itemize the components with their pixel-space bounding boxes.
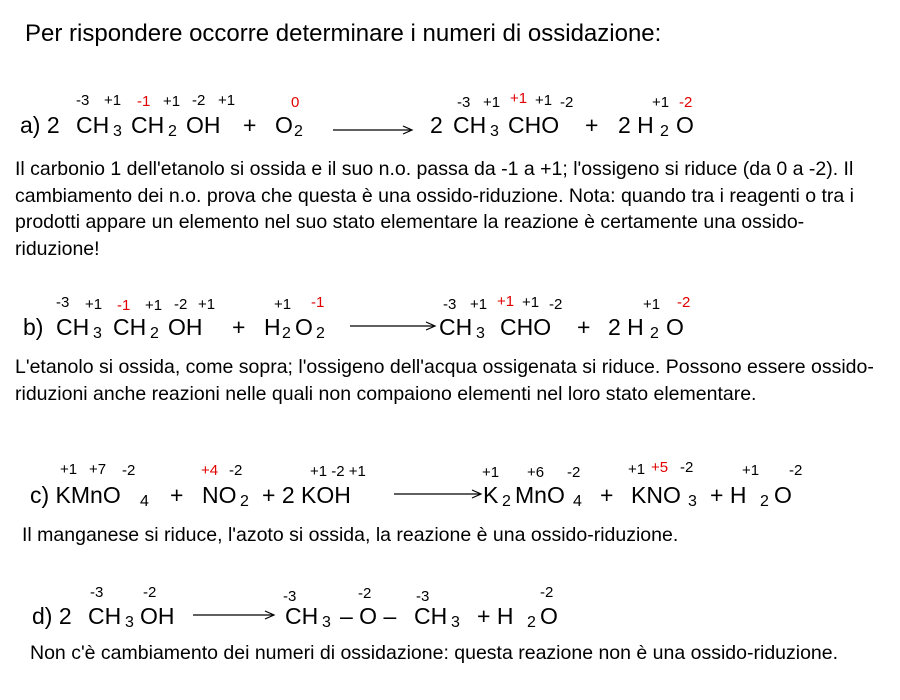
reaction-arrow [394, 489, 482, 499]
ox-number: -2 [192, 92, 206, 109]
ox-number: +1 [218, 92, 236, 109]
ox-number: -3 [76, 92, 90, 109]
ox-number: -2 [560, 94, 574, 111]
reaction-arrow [193, 610, 275, 620]
ox-number: +7 [89, 461, 107, 478]
reaction-arrow [350, 321, 436, 331]
formula: KNO [631, 482, 681, 508]
ox-number: -2 [789, 462, 803, 479]
ox-number: -3 [283, 588, 297, 605]
ox-number: -2 [680, 459, 694, 476]
subscript: 2 [760, 493, 769, 510]
formula: CH [76, 112, 110, 138]
formula: CH [414, 603, 448, 629]
subscript: 2 [282, 325, 291, 342]
subscript: 3 [113, 123, 122, 140]
explanation-d: Non c'è cambiamento dei numeri di ossidazione: questa reazione non è una ossido-riduzione. [30, 642, 839, 664]
subscript: 3 [322, 614, 331, 631]
formula: OH [140, 603, 175, 629]
subscript: 3 [93, 325, 102, 342]
ox-number: +1 [643, 296, 661, 313]
subscript: 2 [660, 123, 669, 140]
ox-number-red: -2 [677, 294, 691, 311]
formula: CH [88, 603, 122, 629]
plus-sign: + [600, 482, 614, 508]
formula: + H [710, 482, 747, 508]
plus-sign: + [577, 314, 591, 340]
ox-number-red: -1 [137, 93, 151, 110]
ox-number: +1 [274, 296, 292, 313]
formula: O [295, 314, 313, 340]
formula: O [275, 112, 293, 138]
ox-number-red: +5 [651, 459, 669, 476]
subscript: 2 [294, 123, 303, 140]
subscript: 2 [527, 614, 536, 631]
subscript: 4 [573, 493, 582, 510]
reaction-arrow [333, 125, 413, 135]
formula: CH [56, 314, 90, 340]
ox-number: +1 [104, 92, 122, 109]
ox-number-red: -1 [311, 294, 325, 311]
plus-sign: + [243, 112, 257, 138]
ox-number-red: +1 [497, 293, 515, 310]
ox-number-red: +4 [201, 462, 219, 479]
ox-number: -2 [549, 296, 563, 313]
formula: O [774, 482, 792, 508]
ox-number: +6 [527, 464, 545, 481]
ox-number: -2 [540, 584, 554, 601]
formula: 2 H [618, 112, 654, 138]
reaction-label: a) 2 [20, 112, 60, 138]
coefficient: 2 [430, 112, 443, 138]
ox-number: +1 [482, 464, 500, 481]
ox-number: +1 [60, 461, 78, 478]
reaction-label: d) 2 [32, 603, 72, 629]
ox-number: -2 [122, 462, 136, 479]
ox-number: -2 [358, 585, 372, 602]
formula: + 2 KOH [262, 482, 351, 508]
plus-sign: + [585, 112, 599, 138]
ox-number: +1 [628, 461, 646, 478]
ox-number: -3 [457, 94, 471, 111]
explanation-a: Il carbonio 1 dell'etanolo si ossida e il suo n.o. passa da -1 a +1; l'ossigeno si riduce (da 0 a -2). Il cambiamento dei n.o. prova che questa è una ossido-riduzione. Nota: quando tra i reagenti o tra i prodotti appare un elemento nel suo stato elementare la reazione è certamente una ossido-riduzione! [15, 158, 855, 260]
subscript: 2 [150, 325, 159, 342]
formula: CHO [508, 112, 560, 138]
bond: – O – [340, 603, 397, 629]
formula: CH [285, 603, 319, 629]
explanation-b: L'etanolo si ossida, come sopra; l'ossigeno dell'acqua ossigenata si riduce. Possono essere ossido-riduzioni anche reazioni nelle quali non compaiono elementi nel loro stato elementare. [15, 356, 874, 405]
subscript: 2 [168, 123, 177, 140]
subscript: 3 [125, 614, 134, 631]
page-title: Per rispondere occorre determinare i numeri di ossidazione: [25, 20, 662, 47]
formula: O [540, 603, 558, 629]
ox-number: +1 [145, 297, 163, 314]
ox-number: -2 [567, 464, 581, 481]
ox-number: -3 [90, 584, 104, 601]
explanation-c: Il manganese si riduce, l'azoto si ossida, la reazione è una ossido-riduzione. [22, 524, 679, 546]
ox-number: +1 [85, 296, 103, 313]
subscript: 2 [316, 325, 325, 342]
formula: OH [168, 314, 203, 340]
ox-number: -3 [56, 294, 70, 311]
ox-number: +1 [198, 296, 216, 313]
formula: K [483, 482, 499, 508]
ox-number-red: -1 [117, 297, 131, 314]
plus-sign: + [232, 314, 246, 340]
ox-number: +1 [163, 93, 181, 110]
formula: 2 H [608, 314, 644, 340]
ox-number: -2 [229, 462, 243, 479]
ox-number: -3 [443, 296, 457, 313]
formula: OH [186, 112, 221, 138]
formula: O [666, 314, 684, 340]
formula: CHO [500, 314, 552, 340]
subscript: 2 [502, 493, 511, 510]
ox-number-red: 0 [291, 94, 300, 111]
subscript: 3 [490, 123, 499, 140]
formula: O [676, 112, 694, 138]
ox-number: -2 [143, 584, 157, 601]
ox-number: +1 [522, 294, 540, 311]
ox-number: +1 -2 +1 [310, 463, 366, 480]
subscript: 3 [476, 325, 485, 342]
formula: + H [477, 603, 514, 629]
formula: CH [453, 112, 487, 138]
subscript: 3 [688, 493, 697, 510]
ox-number-red: -2 [679, 94, 693, 111]
subscript: 3 [451, 614, 460, 631]
ox-number: +1 [535, 92, 553, 109]
subscript: 2 [240, 493, 249, 510]
ox-number: +1 [742, 462, 760, 479]
ox-number: +1 [470, 296, 488, 313]
reaction-label: b) [23, 314, 44, 340]
formula: H [264, 314, 281, 340]
formula: MnO [515, 482, 565, 508]
ox-number-red: +1 [510, 90, 528, 107]
subscript: 2 [650, 325, 659, 342]
plus-sign: + [170, 482, 184, 508]
ox-number: +1 [652, 94, 670, 111]
formula: CH [113, 314, 147, 340]
subscript: 4 [140, 493, 149, 510]
formula: CH [439, 314, 473, 340]
ox-number: -3 [416, 588, 430, 605]
formula: NO [202, 482, 237, 508]
formula: c) KMnO [30, 482, 121, 508]
ox-number: +1 [483, 94, 501, 111]
ox-number: -2 [174, 296, 188, 313]
formula: CH [131, 112, 165, 138]
